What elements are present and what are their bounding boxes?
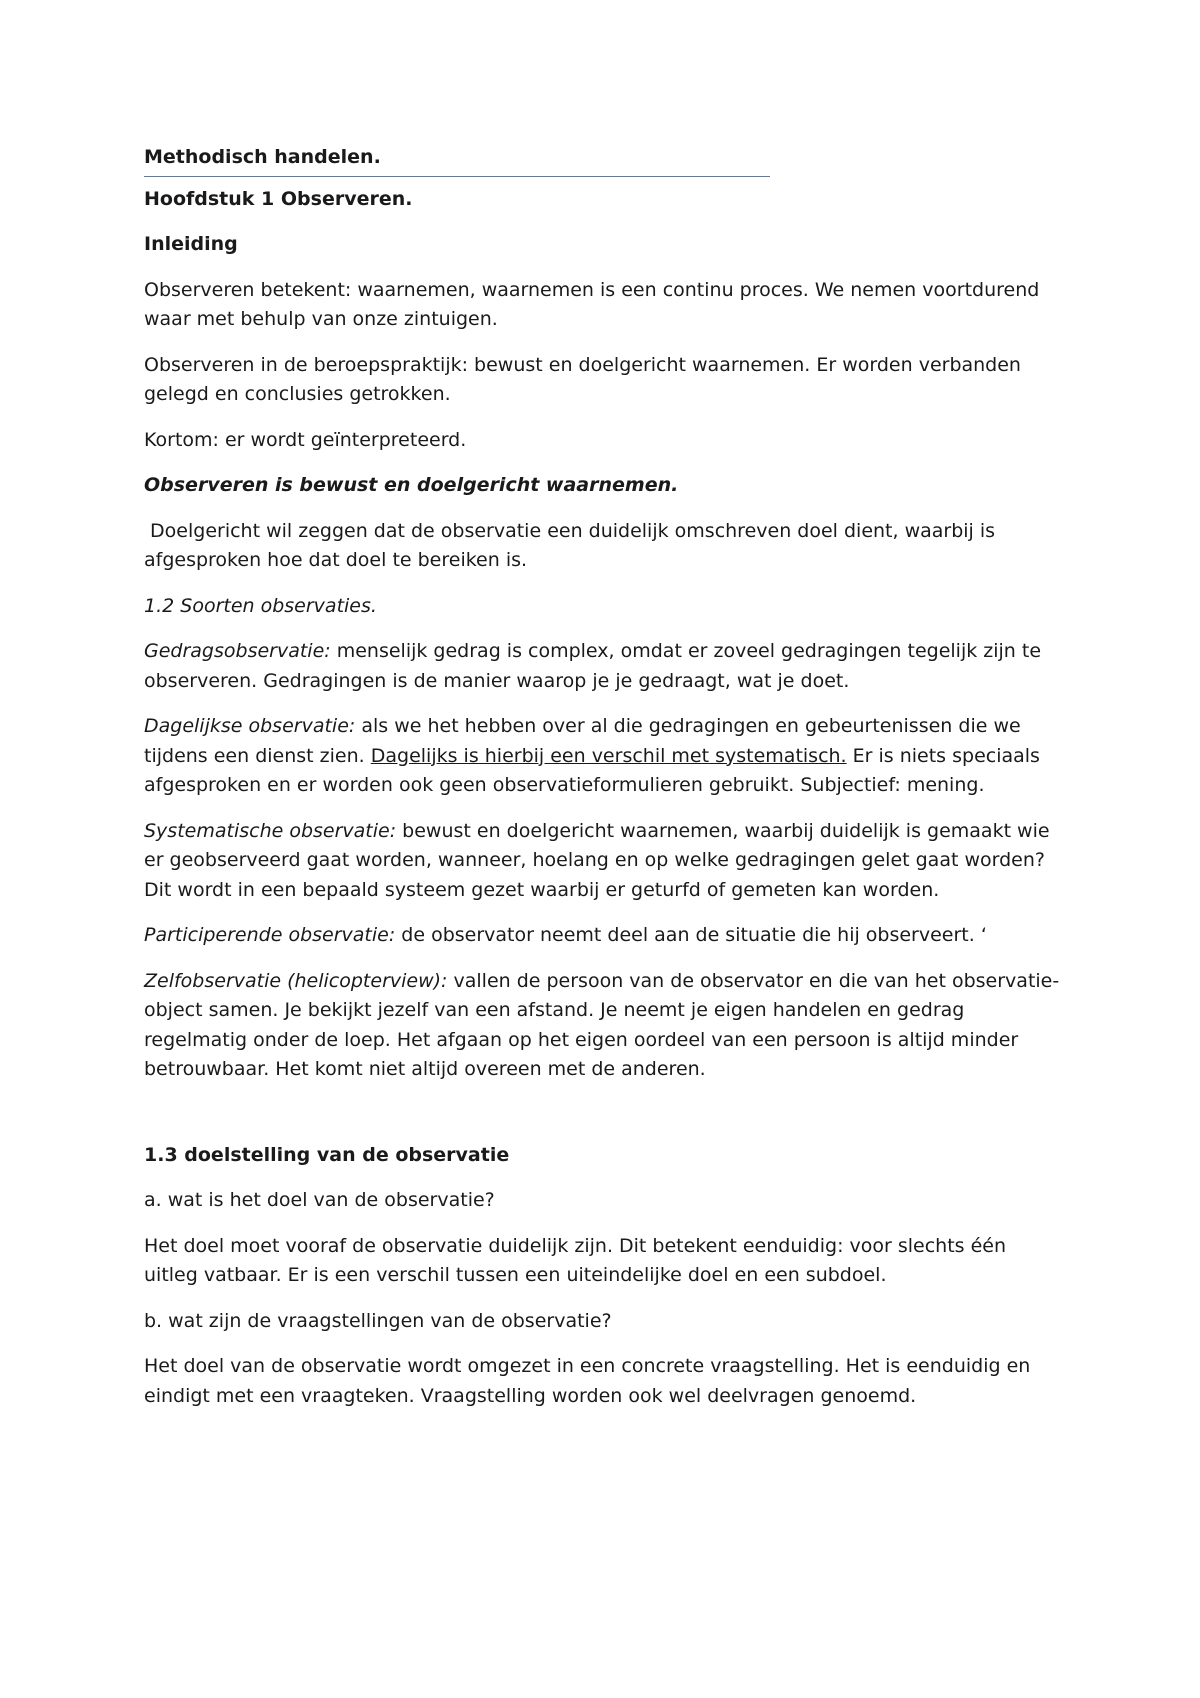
intro-heading: Inleiding (144, 233, 238, 255)
description: vallen de persoon van de observator en die van het observatie-object samen. Je bekijkt jezelf van een afstand. Je neemt je eigen handelen en gedrag regelmatig onder de loep. Het afgaan op het eigen oordeel van een persoon is altijd minder betrouwbaar. Het komt niet altijd overeen met de anderen. (144, 969, 1060, 1080)
term: Gedragsobservatie: (144, 640, 331, 662)
description: menselijk gedrag is complex, omdat er zoveel gedragingen tegelijk zijn te observeren. Gedragingen is de manier waarop je je gedraagt, wat je doet. (144, 640, 1042, 692)
underlined-note: Dagelijks is hierbij een verschil met systematisch. (370, 744, 847, 767)
section-heading-1-2: 1.2 Soorten observaties. (144, 594, 377, 617)
paragraph: Observeren betekent: waarnemen, waarnemen is een continu proces. We nemen voortdurend waar met behulp van onze zintuigen. (144, 278, 1040, 330)
paragraph: Het doel van de observatie wordt omgezet in een concrete vraagstelling. Het is eenduidig en eindigt met een vraagteken. Vraagstelling worden ook wel deelvragen genoemd. (144, 1355, 1031, 1407)
observation-type-dagelijks (144, 712, 1064, 801)
observation-type-zelf (144, 967, 1064, 1085)
paragraph: Het doel moet vooraf de observatie duidelijk zijn. Dit betekent eenduidig: voor slechts één uitleg vatbaar. Er is een verschil tussen een uiteindelijke doel en een subdoel. (144, 1234, 1007, 1286)
document-body (144, 143, 1064, 1427)
question-a: a. wat is het doel van de observatie? (144, 1189, 495, 1211)
paragraph: Doelgericht wil zeggen dat de observatie een duidelijk omschreven doel dient, waarbij is afgesproken hoe dat doel te bereiken is. (144, 519, 1002, 571)
paragraph: Kortom: er wordt geïnterpreteerd. (144, 428, 467, 451)
section-heading-1-3: 1.3 doelstelling van de observatie (144, 1143, 510, 1166)
term: Dagelijkse observatie: (144, 715, 356, 737)
term: Systematische observatie: (144, 819, 397, 842)
description: als we het hebben over al die gedragingen en gebeurtenissen die we tijdens een dienst zien. (144, 715, 1021, 767)
term: Zelfobservatie (helicopterview): (144, 969, 448, 992)
observation-type-systematisch (144, 817, 1064, 906)
spacer (144, 1101, 1064, 1141)
question-b: b. wat zijn de vraagstellingen van de observatie? (144, 1309, 612, 1332)
observation-type-participerend (144, 921, 1064, 951)
paragraph: Observeren in de beroepspraktijk: bewust en doelgericht waarnemen. Er worden verbanden gelegd en conclusies getrokken. (144, 353, 1021, 405)
description: Er is niets speciaals afgesproken en er worden ook geen observatieformulieren gebruikt. Subjectief: mening. (144, 744, 1040, 796)
document-title: Methodisch handelen. (144, 146, 381, 168)
chapter-heading: Hoofdstuk 1 Observeren. (144, 187, 413, 210)
observation-type-gedrag (144, 637, 1064, 696)
term: Participerende observatie: (144, 924, 396, 946)
description: de observator neemt deel aan de situatie die hij observeert. ‘ (395, 924, 987, 946)
description: bewust en doelgericht waarnemen, waarbij duidelijk is gemaakt wie er geobserveerd gaat worden, wanneer, hoelang en op welke gedragingen gelet gaat worden? Dit wordt in een bepaald systeem gezet waarbij er geturfd of gemeten kan worden. (144, 819, 1050, 901)
definition-statement: Observeren is bewust en doelgericht waarnemen. (144, 474, 679, 496)
